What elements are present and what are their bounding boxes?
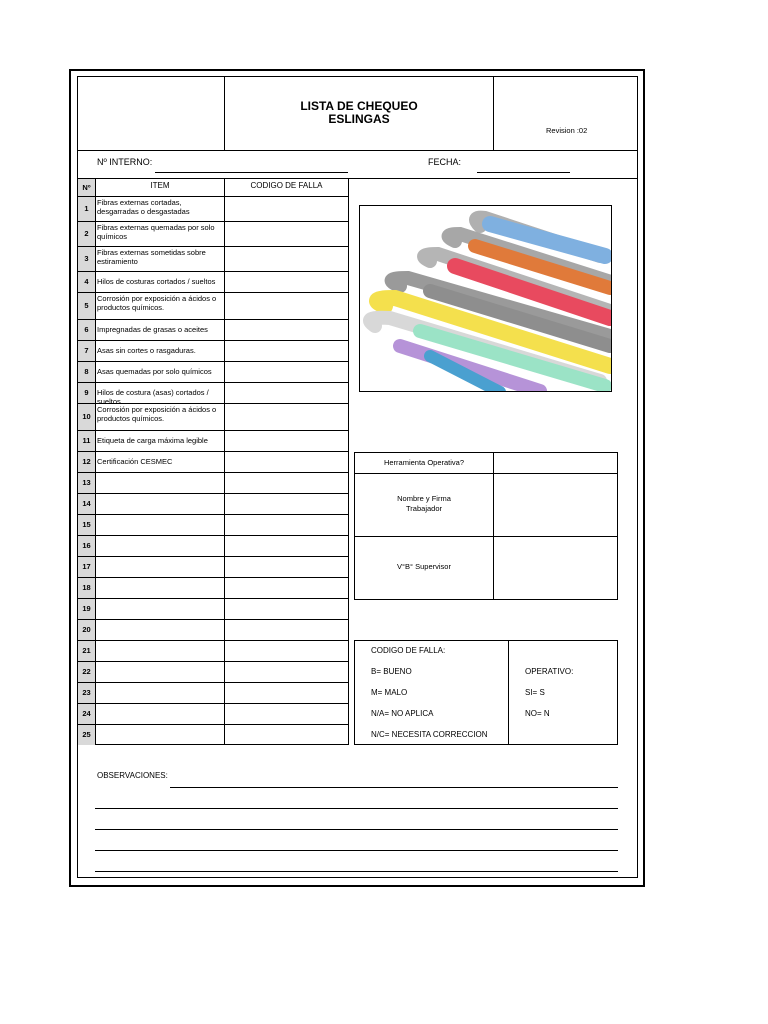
row-item: Asas sin cortes o rasgaduras.	[97, 346, 196, 355]
fecha-field[interactable]	[477, 172, 570, 173]
row-number: 4	[78, 272, 95, 292]
legend-na: N/A= NO APLICA	[371, 709, 434, 718]
row-number: 21	[78, 641, 95, 661]
row-item: Impregnadas de grasas o aceites	[97, 325, 208, 334]
row-number: 11	[78, 431, 95, 451]
row-number: 13	[78, 473, 95, 493]
col-header-codigo: CODIGO DE FALLA	[250, 181, 323, 190]
row-item: Corrosión por exposición a ácidos o productos químicos.	[97, 294, 217, 312]
row-number: 19	[78, 599, 95, 619]
row-codigo-field[interactable]	[225, 362, 348, 382]
row-codigo-field[interactable]	[225, 293, 348, 319]
row-codigo-field[interactable]	[225, 662, 348, 682]
row-number: 24	[78, 704, 95, 724]
row-number: 5	[78, 293, 95, 319]
supervisor-label: V°B° Supervisor	[397, 562, 451, 571]
row-codigo-field[interactable]	[225, 620, 348, 640]
row-number: 2	[78, 222, 95, 246]
row-number: 10	[78, 404, 95, 430]
row-number: 14	[78, 494, 95, 514]
row-number: 16	[78, 536, 95, 556]
nombre-label-2: Trabajador	[406, 504, 442, 513]
col-header-item: ITEM	[150, 181, 170, 190]
page-title: LISTA DE CHEQUEO	[300, 99, 418, 113]
header-bottom-line	[78, 150, 637, 151]
slings-photo	[359, 205, 612, 392]
row-codigo-field[interactable]	[225, 683, 348, 703]
row-item: Hilos de costuras cortados / sueltos	[97, 277, 216, 286]
observaciones-line-2[interactable]	[95, 808, 618, 809]
legend-nc: N/C= NECESITA CORRECCION	[371, 730, 488, 739]
row-number: 20	[78, 620, 95, 640]
row-codigo-field[interactable]	[225, 515, 348, 535]
row-number: 15	[78, 515, 95, 535]
row-item: Etiqueta de carga máxima legible	[97, 436, 208, 445]
nombre-label-1: Nombre y Firma	[397, 494, 451, 503]
interno-label: Nº INTERNO:	[97, 157, 153, 167]
row-item: Fibras externas quemadas por solo químicos	[97, 223, 215, 241]
row-codigo-field[interactable]	[225, 557, 348, 577]
row-codigo-field[interactable]	[225, 272, 348, 292]
row-item: Asas quemadas por solo químicos	[97, 367, 212, 376]
legend-operativo: OPERATIVO:	[525, 667, 574, 676]
row-number: 8	[78, 362, 95, 382]
row-number: 9	[78, 383, 95, 403]
row-number: 23	[78, 683, 95, 703]
row-codigo-field[interactable]	[225, 641, 348, 661]
fecha-label: FECHA:	[428, 157, 462, 167]
row-codigo-field[interactable]	[225, 383, 348, 403]
observaciones-line-4[interactable]	[95, 850, 618, 851]
observaciones-line-1[interactable]	[170, 787, 618, 788]
row-codigo-field[interactable]	[225, 222, 348, 246]
observaciones-line-5[interactable]	[95, 871, 618, 872]
supervisor-field[interactable]	[494, 537, 617, 599]
interno-field[interactable]	[155, 172, 348, 173]
row-codigo-field[interactable]	[225, 704, 348, 724]
row-number: 17	[78, 557, 95, 577]
row-codigo-field[interactable]	[225, 494, 348, 514]
row-item: Fibras externas sometidas sobre estiramiento	[97, 248, 206, 266]
row-codigo-field[interactable]	[225, 536, 348, 556]
col-divider-num	[95, 178, 96, 745]
row-item: Certificación CESMEC	[97, 457, 173, 466]
herramienta-label: Herramienta Operativa?	[383, 458, 465, 467]
observaciones-line-3[interactable]	[95, 829, 618, 830]
row-codigo-field[interactable]	[225, 452, 348, 472]
legend-no: NO= N	[525, 709, 550, 718]
row-codigo-field[interactable]	[225, 473, 348, 493]
row-codigo-field[interactable]	[225, 197, 348, 221]
col-header-num: Nº	[78, 179, 95, 196]
row-number: 12	[78, 452, 95, 472]
row-item: Corrosión por exposición a ácidos o productos químicos.	[97, 405, 217, 423]
row-codigo-field[interactable]	[225, 247, 348, 271]
row-codigo-field[interactable]	[225, 725, 348, 745]
row-codigo-field[interactable]	[225, 320, 348, 340]
row-number: 1	[78, 197, 95, 221]
row-codigo-field[interactable]	[225, 431, 348, 451]
row-number: 25	[78, 725, 95, 745]
row-number: 18	[78, 578, 95, 598]
legend-title: CODIGO DE FALLA:	[371, 646, 446, 655]
row-codigo-field[interactable]	[225, 599, 348, 619]
row-number: 6	[78, 320, 95, 340]
row-number: 7	[78, 341, 95, 361]
page-subtitle: ESLINGAS	[328, 112, 390, 126]
observaciones-label: OBSERVACIONES:	[97, 771, 168, 780]
legend-bueno: B= BUENO	[371, 667, 412, 676]
revision-label: Revision :02	[546, 126, 588, 135]
header-divider-right	[493, 77, 494, 150]
slings-illustration	[360, 206, 612, 392]
herramienta-field[interactable]	[494, 453, 617, 473]
row-codigo-field[interactable]	[225, 578, 348, 598]
legend-si: SI= S	[525, 688, 545, 697]
row-item: Hilos de costura (asas) cortados / sueltos	[97, 388, 209, 406]
legend-malo: M= MALO	[371, 688, 408, 697]
nombre-firma-field[interactable]	[494, 474, 617, 536]
row-number: 22	[78, 662, 95, 682]
legend-divider	[508, 640, 509, 745]
row-codigo-field[interactable]	[225, 341, 348, 361]
row-item: Fibras externas cortadas, desgarradas o desgastadas	[97, 198, 190, 216]
row-number: 3	[78, 247, 95, 271]
row-codigo-field[interactable]	[225, 404, 348, 430]
